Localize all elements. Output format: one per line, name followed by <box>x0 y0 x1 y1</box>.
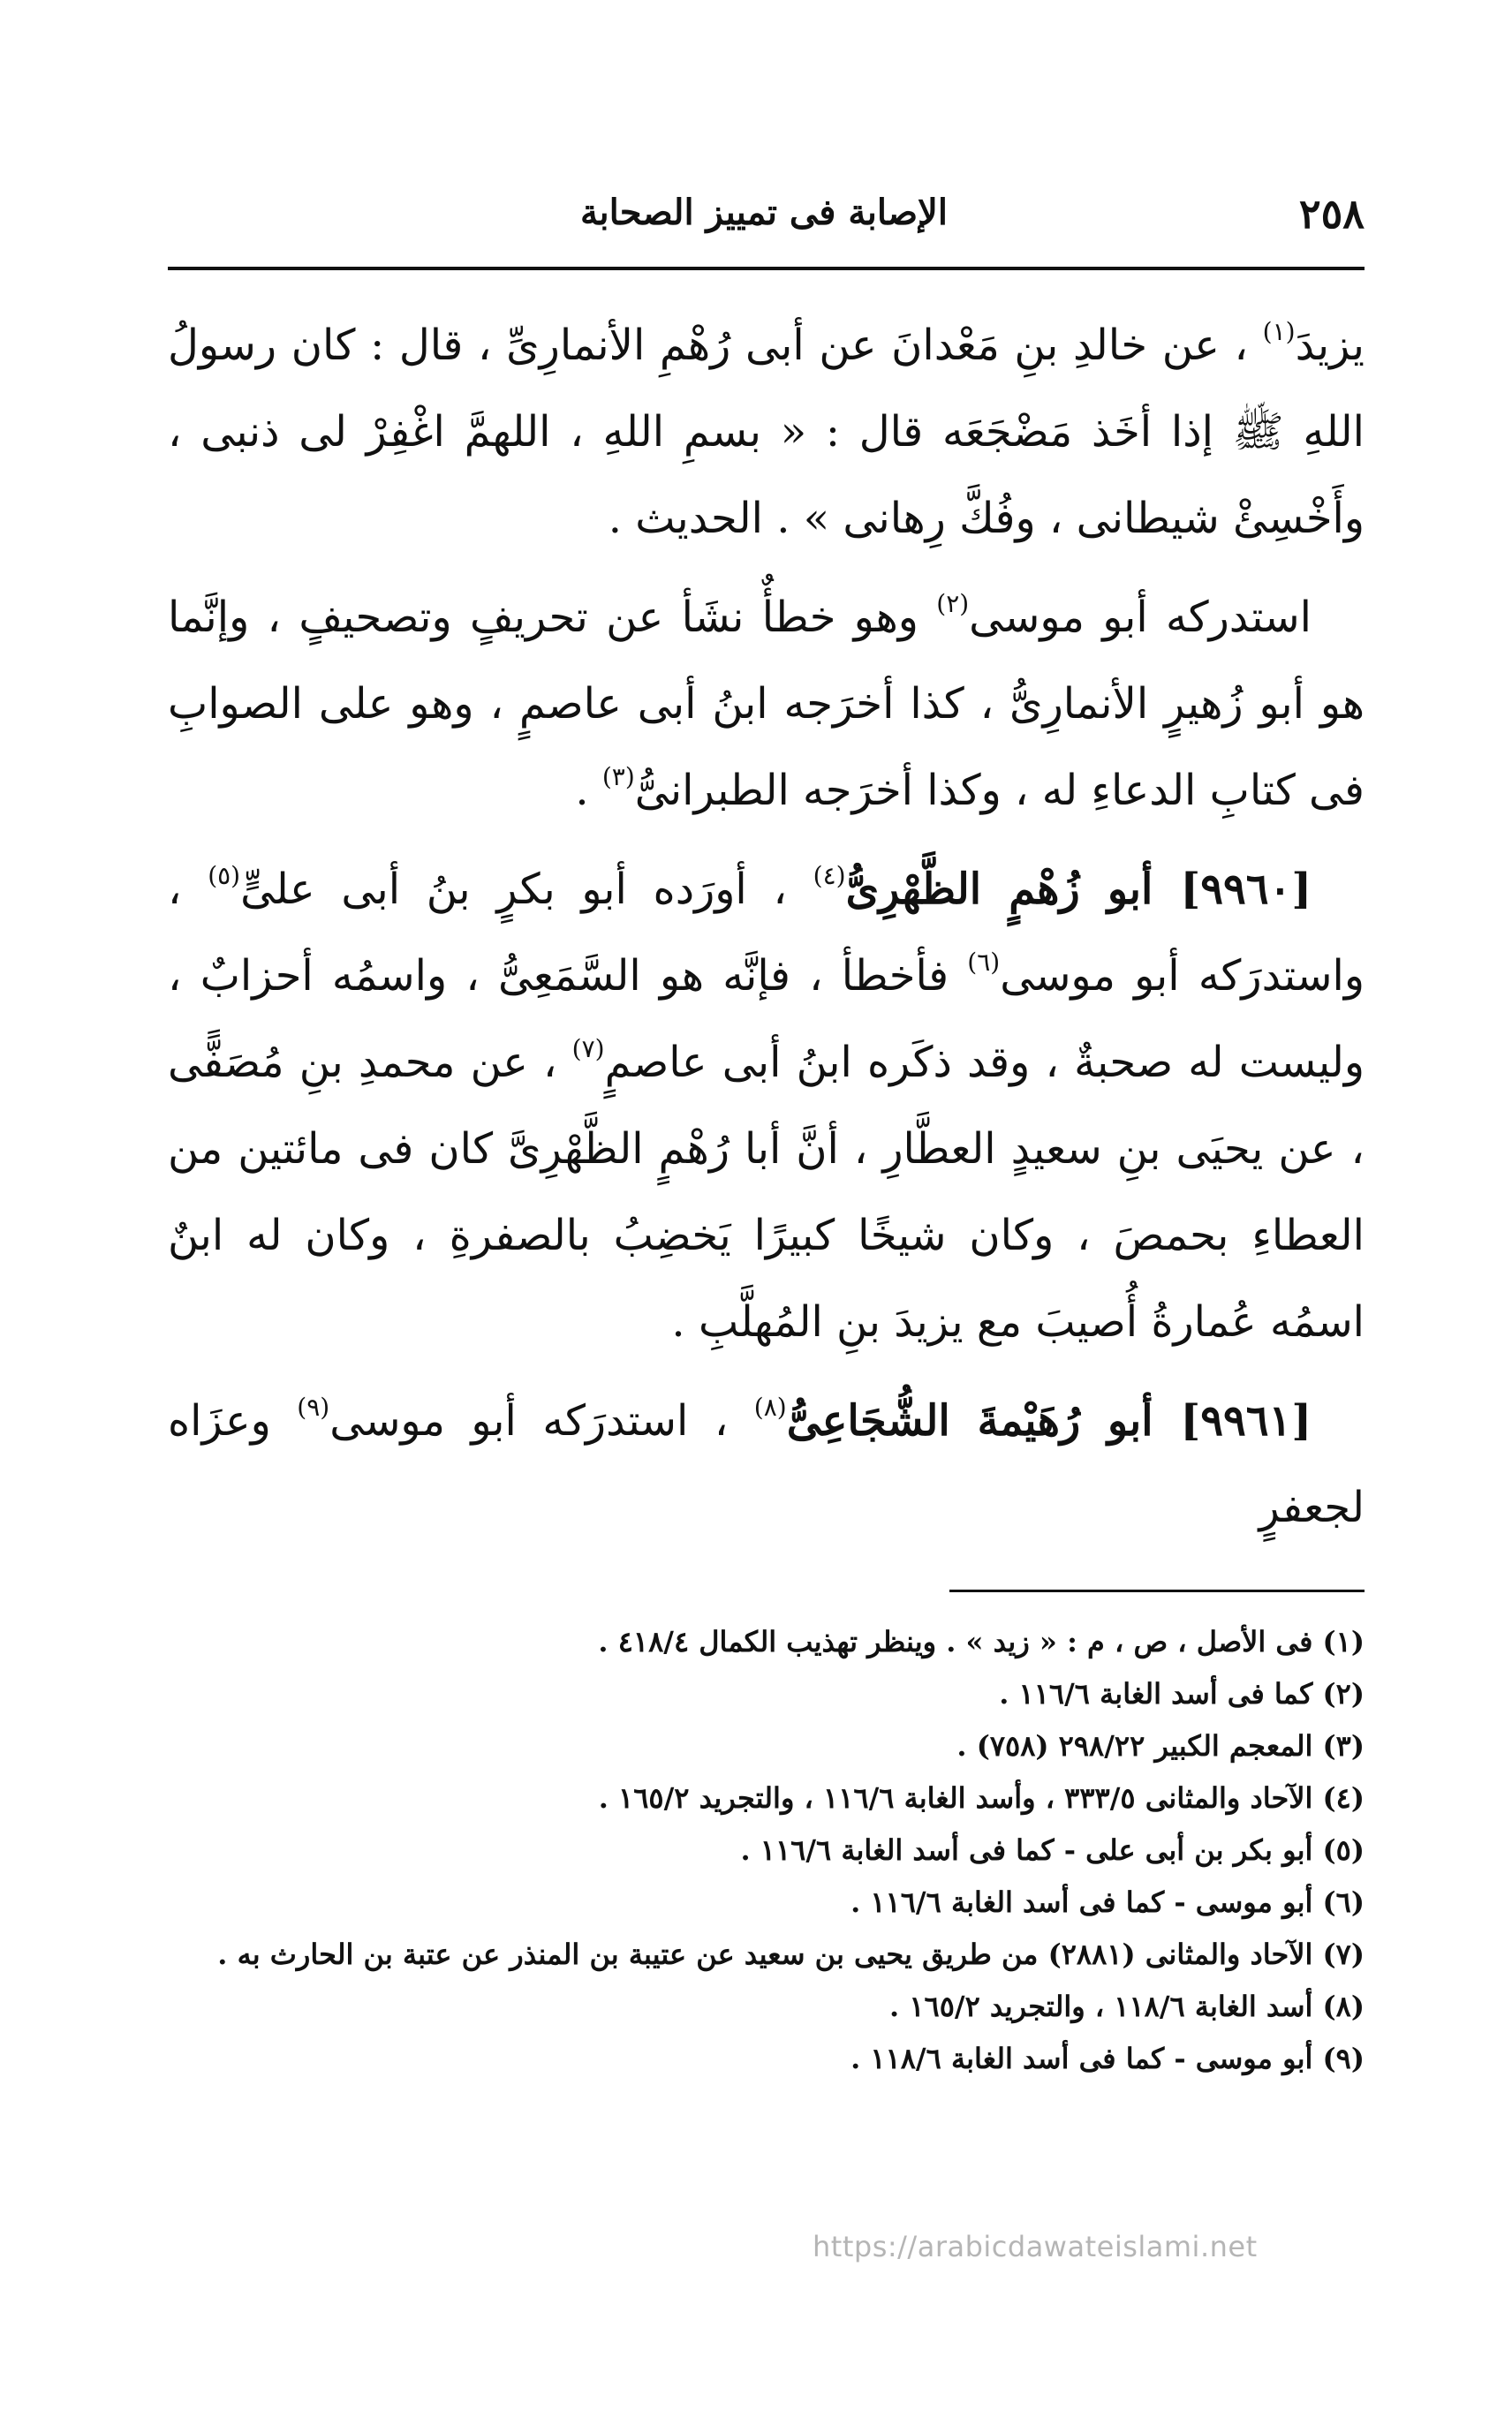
footnote-1: (١) فى الأصل ، ص ، م : « زيد » . وينظر تهذيب الكمال ٤١٨/٤ . <box>598 1625 1365 1658</box>
text-run: وهو خطأٌ نشَأ عن تحريفٍ وتصحيفٍ ، وإنَّما هو أبو زُهيرٍ الأنمارِىُّ ، كذا أخرَجه ابنُ أبى عاصمٍ ، وهو على الصوابِ فى كتابِ الدعاءِ له ، وكذا أخرَجه الطبرانىُّ <box>168 593 1365 815</box>
paragraph-commentary <box>168 574 1365 834</box>
entry-number: [٩٩٦١] <box>1180 1396 1312 1446</box>
text-run: . <box>575 766 602 815</box>
text-run: ، واستدرَكه أبو موسى <box>168 865 1365 1001</box>
footnote-5: (٥) أبو بكر بن أبى على - كما فى أسد الغابة ١١٦/٦ . <box>740 1833 1365 1867</box>
footnote-ref-6: (٦) <box>967 948 1001 977</box>
running-title: الإصابة فى تمييز الصحابة <box>580 192 948 233</box>
footnote-7: (٧) الآحاد والمثانى (٢٨٨١) من طريق يحيى بن سعيد عن عتيبة بن المنذر عن عتبة بن الحارث به . <box>217 1938 1365 1971</box>
footnote-9: (٩) أبو موسى - كما فى أسد الغابة ١١٨/٦ . <box>850 2042 1365 2075</box>
header-rule <box>168 267 1365 270</box>
entry-number: [٩٩٦٠] <box>1180 865 1312 914</box>
footnotes <box>168 1616 1365 2085</box>
entry-name: أبو رُهَيْمةَ الشُّجَاعِىُّ <box>786 1396 1181 1446</box>
text-run: فأخطأ ، فإنَّه هو السَّمَعِىُّ ، واسمُه أحزابٌ ، وليست له صحبةٌ ، وقد ذكَره ابنُ أبى عاصمٍ <box>168 951 1365 1087</box>
footnote-ref-7: (٧) <box>571 1034 605 1063</box>
footnote-8: (٨) أسد الغابة ١١٨/٦ ، والتجريد ١٦٥/٢ . <box>889 1990 1365 2023</box>
footnote-ref-5: (٥) <box>208 861 241 890</box>
footnote-ref-8: (٨) <box>753 1393 787 1422</box>
text-run: استدركه أبو موسى <box>969 593 1312 642</box>
text-run: ، عن محمدِ بنِ مُصَفًّى ، عن يحيَى بنِ سعيدٍ العطَّارِ ، أنَّ أبا رُهْمٍ الظَّهْرِىَّ كان فى مائتين من العطاءِ بحمصَ ، وكان شيخًا كبيرًا يَخضِبُ بالصفرةِ ، وكان له ابنٌ اسمُه عُمارةُ أُصيبَ مع يزيدَ بنِ المُهلَّبِ . <box>168 1038 1365 1347</box>
footnote-ref-1: (١) <box>1262 317 1296 346</box>
footnote-ref-9: (٩) <box>297 1393 330 1422</box>
text-run: ، استدرَكه أبو موسى <box>329 1396 754 1446</box>
footnote-ref-2: (٢) <box>936 589 970 618</box>
paragraph-hadith <box>168 302 1365 562</box>
footnote-3: (٣) المعجم الكبير ٢٩٨/٢٢ (٧٥٨) . <box>956 1729 1365 1763</box>
page-header <box>163 190 1365 252</box>
entry-9961 <box>168 1378 1365 1551</box>
footnote-ref-4: (٤) <box>813 861 846 890</box>
watermark-url: https://arabicdawateislami.net <box>813 2230 1258 2263</box>
footnote-2: (٢) كما فى أسد الغابة ١١٦/٦ . <box>999 1677 1365 1711</box>
entry-name: أبو زُهْمٍ الظَّهْرِىُّ <box>845 865 1181 914</box>
text-run: ، أورَده أبو بكرٍ بنُ أبى علىٍّ <box>240 865 813 914</box>
footnote-6: (٦) أبو موسى - كما فى أسد الغابة ١١٦/٦ . <box>850 1885 1365 1919</box>
text-run: وعزَاه لجعفرٍ <box>168 1396 1365 1532</box>
page-number: ٢٥٨ <box>1298 190 1365 238</box>
entry-9960 <box>168 846 1365 1365</box>
text-run: ، عن خالدِ بنِ مَعْدانَ عن أبى رُهْمِ الأنمارِىِّ ، قال : كان رسولُ اللهِ ﷺ إذا أخَذ مَضْجَعَه قال : « بسمِ اللهِ ، اللهمَّ اغْفِرْ لى ذنبى ، وأَخْسِئْ شيطانى ، وفُكَّ رِهانى » . الحديث . <box>168 321 1365 543</box>
footnote-4: (٤) الآحاد والمثانى ٣٣٣/٥ ، وأسد الغابة ١١٦/٦ ، والتجريد ١٦٥/٢ . <box>598 1781 1365 1815</box>
footnote-rule <box>949 1590 1365 1592</box>
text-run: يزيدَ <box>1295 321 1365 370</box>
main-text <box>168 302 1365 1563</box>
footnote-ref-3: (٣) <box>601 762 635 791</box>
